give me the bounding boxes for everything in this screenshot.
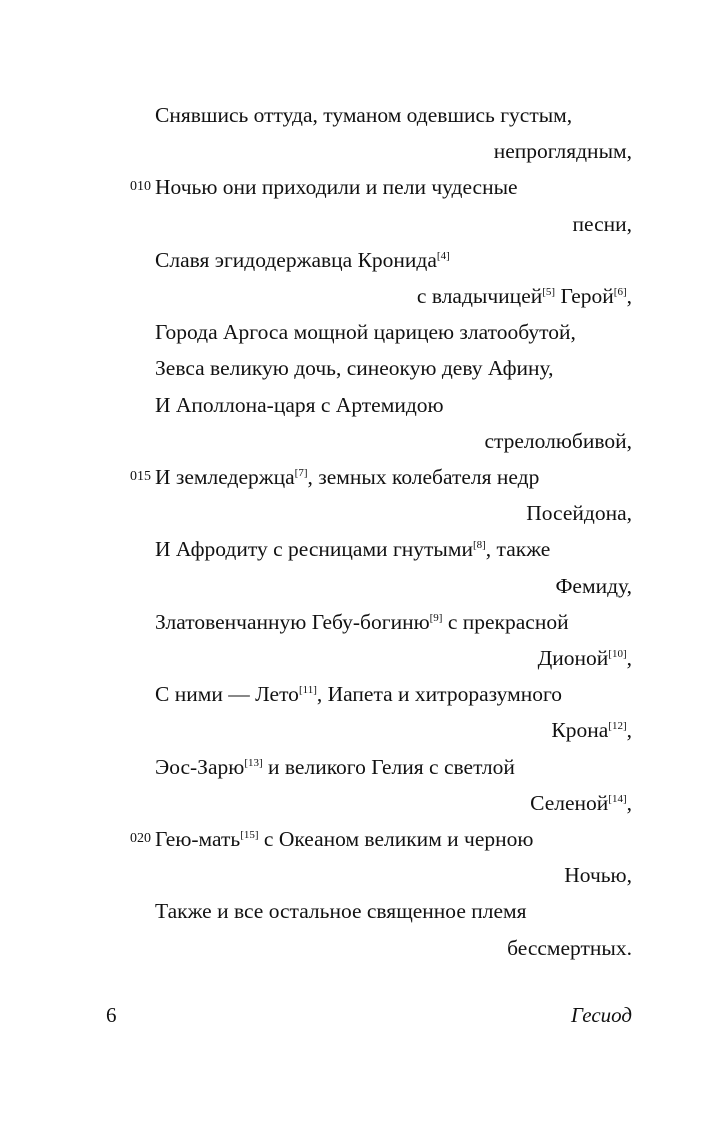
verse-line <box>130 459 632 495</box>
verse-line <box>155 314 632 350</box>
verse-text: Селеной <box>530 790 609 815</box>
verse-text: и великого Гелия с светлой <box>262 754 515 779</box>
verse-line-continuation <box>155 278 632 314</box>
verse-text: Ночью они приходили и пели чудесные <box>155 175 518 200</box>
verse-text: Снявшись оттуда, туманом одевшись густым, <box>155 103 573 127</box>
verse-text: с прекрасной <box>442 609 569 634</box>
verse-line-continuation <box>155 423 632 459</box>
verse-line-continuation <box>155 857 632 893</box>
page-number: 6 <box>106 1003 117 1027</box>
footnote-reference[interactable]: [14] <box>608 792 627 805</box>
running-footer-author: Гесиод <box>570 1003 632 1027</box>
footnote-reference[interactable]: [12] <box>608 720 627 733</box>
verse-text: непроглядным, <box>493 139 632 164</box>
verse-line <box>155 676 632 712</box>
line-number: 010 <box>130 179 151 195</box>
footnote-reference[interactable]: [15] <box>240 829 259 841</box>
verse-text: И земледержца <box>155 465 295 489</box>
verse-text: Дионой <box>537 646 609 670</box>
verse-text: песни, <box>572 211 632 236</box>
footnote-reference[interactable]: [8] <box>472 539 486 552</box>
verse-text: бессмертных. <box>507 935 632 960</box>
verse-line <box>130 821 632 857</box>
verse-text: , <box>626 718 632 743</box>
verse-line-continuation <box>155 133 632 169</box>
verse-text: Златовенчанную Гебу-богиню <box>155 609 430 634</box>
verse-text: Посейдона, <box>526 501 632 526</box>
verse-line-continuation <box>155 930 632 966</box>
verse-line <box>155 893 632 929</box>
verse-line-continuation <box>155 495 632 531</box>
verse-text: Города Аргоса мощной царицею златообутой, <box>155 320 576 345</box>
verse-line-continuation <box>155 785 632 821</box>
verse-text: , <box>626 646 632 670</box>
verse-line-continuation <box>155 640 632 676</box>
verse-text: Зевса великую дочь, синеокую деву Афину, <box>155 356 554 381</box>
verse-line <box>155 242 632 278</box>
verse-text: Славя эгидодержавца Кронида <box>155 247 437 272</box>
verse-line <box>155 387 632 423</box>
footnote-reference[interactable]: [5] <box>542 286 556 298</box>
verse-text: , также <box>485 537 551 562</box>
verse-line-continuation <box>155 568 632 604</box>
verse-line <box>155 531 632 567</box>
verse-text: Гею-мать <box>155 827 241 851</box>
verse-text: И Аполлона-царя с Артемидою <box>155 392 444 417</box>
verse-line <box>155 604 632 640</box>
verse-text: Герой <box>555 284 614 308</box>
verse-text: Фемиду, <box>555 573 632 598</box>
verse-text: , Иапета и хитроразумного <box>316 682 563 707</box>
verse-text: Ночью, <box>564 863 632 888</box>
footnote-reference[interactable]: [7] <box>294 467 308 479</box>
footnote-reference[interactable]: [9] <box>429 611 443 624</box>
verse-text: И Афродиту с ресницами гнутыми <box>155 537 473 562</box>
footnote-reference[interactable]: [13] <box>244 756 263 769</box>
verse-text: С ними — Лето <box>155 682 299 707</box>
verse-text: Также и все остальное священное племя <box>155 899 527 924</box>
verse-text: с Океаном великим и черною <box>258 827 534 851</box>
footnote-reference[interactable]: [6] <box>613 286 627 298</box>
footnote-reference[interactable]: [4] <box>436 249 450 262</box>
verse-line <box>155 350 632 386</box>
verse-text: с владычицей <box>416 284 543 308</box>
verse-text: стрелолюбивой, <box>484 428 632 453</box>
verse-line <box>155 97 632 133</box>
line-number: 020 <box>130 831 151 846</box>
verse-text: , <box>626 284 632 308</box>
line-number: 015 <box>130 469 151 484</box>
footnote-reference[interactable]: [11] <box>298 684 317 697</box>
verse-text: Эос-Зарю <box>155 754 245 779</box>
verse-text: , <box>626 790 632 815</box>
verse-text: , земных колебателя недр <box>307 465 540 489</box>
verse-line <box>130 169 632 205</box>
verse-line-continuation <box>155 712 632 748</box>
verse-text: Крона <box>551 718 609 743</box>
footnote-reference[interactable]: [10] <box>608 648 627 660</box>
verse-line <box>155 749 632 785</box>
verse-line-continuation <box>155 206 632 242</box>
